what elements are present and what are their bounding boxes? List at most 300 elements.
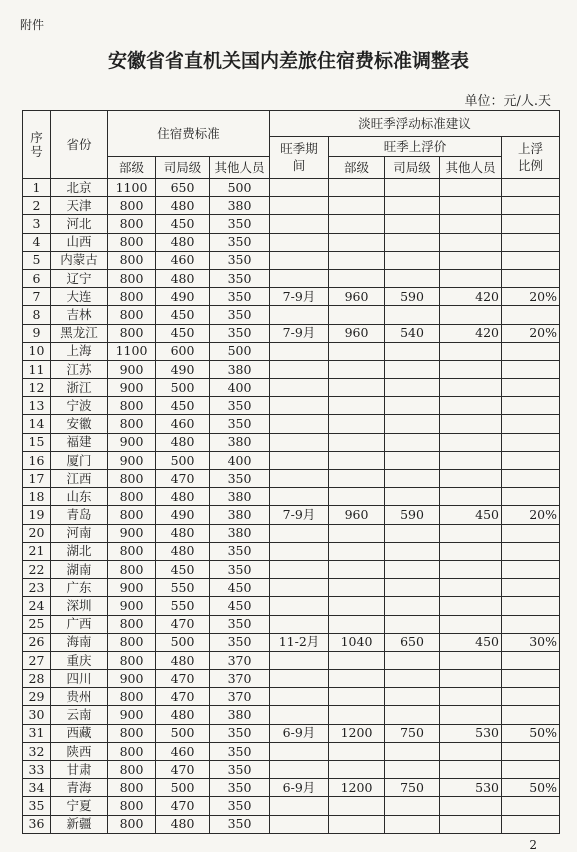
row-ratio — [502, 815, 560, 833]
row-number: 19 — [23, 506, 51, 524]
unit-label: 单位：元/人.天 — [464, 94, 551, 109]
row-peak-ministry: 1200 — [329, 724, 385, 742]
row-ministry: 800 — [108, 724, 156, 742]
row-ratio — [502, 215, 560, 233]
row-bureau: 480 — [156, 706, 210, 724]
row-others: 450 — [210, 579, 270, 597]
row-ministry: 900 — [108, 451, 156, 469]
row-peak-others: 420 — [440, 324, 502, 342]
row-peak-bureau — [385, 670, 440, 688]
row-peak-bureau — [385, 269, 440, 287]
row-bureau: 500 — [156, 633, 210, 651]
row-ratio — [502, 197, 560, 215]
row-ministry: 800 — [108, 779, 156, 797]
table-row — [23, 306, 560, 324]
row-peak-bureau — [385, 306, 440, 324]
row-ministry: 800 — [108, 397, 156, 415]
table-row — [23, 288, 560, 306]
row-bureau: 450 — [156, 215, 210, 233]
row-ministry: 900 — [108, 706, 156, 724]
row-peak-ministry — [329, 433, 385, 451]
row-ratio: 20% — [502, 506, 560, 524]
row-peak-bureau — [385, 651, 440, 669]
row-peak-ministry — [329, 197, 385, 215]
table-row — [23, 615, 560, 633]
table-row — [23, 179, 560, 197]
table-row — [23, 688, 560, 706]
row-bureau: 470 — [156, 797, 210, 815]
row-peak-period — [270, 251, 329, 269]
row-others: 350 — [210, 542, 270, 560]
header-seq-text: 序号 — [30, 129, 43, 159]
row-peak-bureau — [385, 488, 440, 506]
row-bureau: 480 — [156, 815, 210, 833]
row-others: 350 — [210, 797, 270, 815]
row-peak-others — [440, 451, 502, 469]
row-number: 32 — [23, 742, 51, 760]
row-province: 山西 — [51, 233, 108, 251]
row-peak-others — [440, 251, 502, 269]
row-peak-bureau — [385, 197, 440, 215]
row-bureau: 600 — [156, 342, 210, 360]
row-others: 380 — [210, 524, 270, 542]
row-number: 3 — [23, 215, 51, 233]
row-ministry: 900 — [108, 597, 156, 615]
row-ministry: 800 — [108, 506, 156, 524]
row-peak-bureau — [385, 397, 440, 415]
row-province: 陕西 — [51, 742, 108, 760]
row-others: 350 — [210, 324, 270, 342]
row-bureau: 460 — [156, 251, 210, 269]
row-peak-bureau — [385, 179, 440, 197]
row-peak-period — [270, 706, 329, 724]
row-province: 青岛 — [51, 506, 108, 524]
row-bureau: 500 — [156, 451, 210, 469]
table-row — [23, 379, 560, 397]
header-others: 其他人员 — [210, 157, 270, 179]
row-peak-bureau — [385, 342, 440, 360]
row-province: 安徽 — [51, 415, 108, 433]
row-bureau: 490 — [156, 506, 210, 524]
table-row — [23, 597, 560, 615]
row-peak-period: 11-2月 — [270, 633, 329, 651]
row-number: 27 — [23, 651, 51, 669]
row-others: 350 — [210, 815, 270, 833]
row-peak-period — [270, 197, 329, 215]
table-row — [23, 651, 560, 669]
row-peak-ministry — [329, 451, 385, 469]
row-peak-period — [270, 670, 329, 688]
row-ministry: 1100 — [108, 179, 156, 197]
row-peak-bureau — [385, 379, 440, 397]
row-ratio — [502, 269, 560, 287]
row-province: 江苏 — [51, 360, 108, 378]
row-province: 河南 — [51, 524, 108, 542]
row-peak-others — [440, 524, 502, 542]
row-ratio — [502, 615, 560, 633]
row-ratio — [502, 688, 560, 706]
header-peak-period-text: 旺季期间 — [280, 141, 318, 173]
row-province: 甘肃 — [51, 761, 108, 779]
table-row — [23, 342, 560, 360]
row-peak-others — [440, 415, 502, 433]
table-row — [23, 451, 560, 469]
row-bureau: 550 — [156, 579, 210, 597]
page-title: 安徽省省直机关国内差旅住宿费标准调整表 — [107, 50, 469, 72]
row-ratio — [502, 560, 560, 578]
row-peak-others — [440, 542, 502, 560]
row-province: 深圳 — [51, 597, 108, 615]
table-row — [23, 470, 560, 488]
row-others: 500 — [210, 342, 270, 360]
row-bureau: 500 — [156, 379, 210, 397]
row-peak-ministry — [329, 306, 385, 324]
row-ratio — [502, 251, 560, 269]
row-ministry: 900 — [108, 360, 156, 378]
table-row — [23, 197, 560, 215]
row-peak-bureau — [385, 251, 440, 269]
row-peak-period — [270, 815, 329, 833]
row-number: 28 — [23, 670, 51, 688]
row-province: 广东 — [51, 579, 108, 597]
row-peak-ministry — [329, 542, 385, 560]
row-peak-bureau — [385, 524, 440, 542]
row-number: 6 — [23, 269, 51, 287]
row-peak-period: 6-9月 — [270, 724, 329, 742]
row-number: 29 — [23, 688, 51, 706]
row-peak-ministry — [329, 579, 385, 597]
row-others: 380 — [210, 488, 270, 506]
table-row — [23, 251, 560, 269]
row-ratio — [502, 597, 560, 615]
row-province: 新疆 — [51, 815, 108, 833]
row-peak-ministry — [329, 615, 385, 633]
row-peak-ministry — [329, 761, 385, 779]
row-bureau: 480 — [156, 488, 210, 506]
row-ministry: 800 — [108, 324, 156, 342]
row-number: 21 — [23, 542, 51, 560]
row-peak-others — [440, 233, 502, 251]
row-province: 河北 — [51, 215, 108, 233]
row-peak-ministry — [329, 379, 385, 397]
table-row — [23, 742, 560, 760]
row-ministry: 800 — [108, 651, 156, 669]
row-ministry: 800 — [108, 470, 156, 488]
row-others: 380 — [210, 433, 270, 451]
table-row — [23, 506, 560, 524]
row-bureau: 480 — [156, 433, 210, 451]
row-peak-bureau — [385, 815, 440, 833]
row-ministry: 800 — [108, 560, 156, 578]
row-peak-others: 530 — [440, 724, 502, 742]
row-peak-others — [440, 342, 502, 360]
row-peak-bureau — [385, 451, 440, 469]
row-bureau: 470 — [156, 470, 210, 488]
row-others: 350 — [210, 633, 270, 651]
row-peak-others — [440, 742, 502, 760]
table-row — [23, 670, 560, 688]
row-ministry: 800 — [108, 415, 156, 433]
row-bureau: 470 — [156, 670, 210, 688]
row-peak-period — [270, 433, 329, 451]
header-bureau: 司局级 — [156, 157, 210, 179]
row-ratio — [502, 342, 560, 360]
row-peak-others — [440, 706, 502, 724]
row-ministry: 800 — [108, 815, 156, 833]
row-peak-others — [440, 615, 502, 633]
header-province: 省份 — [51, 111, 108, 179]
row-peak-others — [440, 215, 502, 233]
row-peak-others: 530 — [440, 779, 502, 797]
row-number: 10 — [23, 342, 51, 360]
row-peak-others: 450 — [440, 633, 502, 651]
row-ratio: 20% — [502, 324, 560, 342]
row-ministry: 900 — [108, 670, 156, 688]
row-peak-period — [270, 215, 329, 233]
row-province: 福建 — [51, 433, 108, 451]
row-peak-others: 420 — [440, 288, 502, 306]
row-peak-ministry — [329, 251, 385, 269]
row-ministry: 800 — [108, 251, 156, 269]
row-bureau: 470 — [156, 615, 210, 633]
row-ministry: 900 — [108, 433, 156, 451]
row-peak-others — [440, 360, 502, 378]
row-peak-ministry — [329, 670, 385, 688]
row-ministry: 800 — [108, 306, 156, 324]
row-province: 浙江 — [51, 379, 108, 397]
row-number: 5 — [23, 251, 51, 269]
row-ratio — [502, 651, 560, 669]
row-bureau: 450 — [156, 324, 210, 342]
table-row — [23, 233, 560, 251]
row-peak-bureau — [385, 761, 440, 779]
standards-table — [22, 110, 560, 834]
row-others: 400 — [210, 379, 270, 397]
row-peak-period — [270, 560, 329, 578]
row-others: 350 — [210, 251, 270, 269]
row-bureau: 460 — [156, 742, 210, 760]
row-peak-others — [440, 560, 502, 578]
row-peak-period — [270, 379, 329, 397]
row-bureau: 480 — [156, 269, 210, 287]
row-peak-period: 7-9月 — [270, 288, 329, 306]
row-peak-others — [440, 797, 502, 815]
row-ratio: 20% — [502, 288, 560, 306]
row-ratio: 50% — [502, 779, 560, 797]
row-peak-period — [270, 488, 329, 506]
table-row — [23, 779, 560, 797]
row-ministry: 800 — [108, 215, 156, 233]
row-bureau: 470 — [156, 761, 210, 779]
row-ratio — [502, 579, 560, 597]
row-number: 16 — [23, 451, 51, 469]
row-bureau: 650 — [156, 179, 210, 197]
row-peak-others — [440, 197, 502, 215]
row-peak-others — [440, 306, 502, 324]
row-number: 1 — [23, 179, 51, 197]
row-peak-bureau — [385, 542, 440, 560]
row-bureau: 500 — [156, 779, 210, 797]
row-peak-bureau — [385, 560, 440, 578]
row-number: 35 — [23, 797, 51, 815]
row-province: 宁波 — [51, 397, 108, 415]
row-number: 13 — [23, 397, 51, 415]
table-row — [23, 761, 560, 779]
row-number: 30 — [23, 706, 51, 724]
row-ministry: 800 — [108, 233, 156, 251]
row-peak-bureau — [385, 706, 440, 724]
row-peak-ministry — [329, 360, 385, 378]
row-province: 湖南 — [51, 560, 108, 578]
row-peak-period — [270, 742, 329, 760]
table-row — [23, 579, 560, 597]
header-seq — [23, 111, 51, 179]
row-ratio — [502, 761, 560, 779]
row-ratio — [502, 470, 560, 488]
table-row — [23, 797, 560, 815]
table-row — [23, 324, 560, 342]
row-number: 18 — [23, 488, 51, 506]
row-province: 厦门 — [51, 451, 108, 469]
table-row — [23, 560, 560, 578]
row-peak-bureau — [385, 579, 440, 597]
row-number: 15 — [23, 433, 51, 451]
row-others: 370 — [210, 688, 270, 706]
row-province: 重庆 — [51, 651, 108, 669]
row-peak-ministry — [329, 524, 385, 542]
row-peak-others — [440, 651, 502, 669]
row-peak-period — [270, 397, 329, 415]
header-peak-bureau: 司局级 — [385, 157, 440, 179]
row-others: 350 — [210, 233, 270, 251]
row-province: 辽宁 — [51, 269, 108, 287]
header-peak-others: 其他人员 — [440, 157, 502, 179]
header-float-standard: 淡旺季浮动标准建议 — [270, 111, 560, 137]
row-number: 9 — [23, 324, 51, 342]
row-ratio: 50% — [502, 724, 560, 742]
row-peak-ministry — [329, 415, 385, 433]
row-peak-ministry — [329, 470, 385, 488]
row-peak-period — [270, 524, 329, 542]
row-number: 34 — [23, 779, 51, 797]
row-peak-period — [270, 342, 329, 360]
row-others: 350 — [210, 615, 270, 633]
row-others: 350 — [210, 560, 270, 578]
row-others: 500 — [210, 179, 270, 197]
row-ministry: 1100 — [108, 342, 156, 360]
table-row — [23, 433, 560, 451]
row-ministry: 800 — [108, 488, 156, 506]
row-province: 西藏 — [51, 724, 108, 742]
row-ministry: 800 — [108, 288, 156, 306]
row-ministry: 800 — [108, 542, 156, 560]
row-peak-period — [270, 360, 329, 378]
row-peak-ministry: 1200 — [329, 779, 385, 797]
row-peak-ministry — [329, 179, 385, 197]
header-ratio — [502, 137, 560, 179]
row-peak-period — [270, 579, 329, 597]
row-others: 350 — [210, 415, 270, 433]
row-province: 云南 — [51, 706, 108, 724]
row-province: 大连 — [51, 288, 108, 306]
row-ministry: 900 — [108, 524, 156, 542]
row-peak-bureau — [385, 597, 440, 615]
row-ratio — [502, 379, 560, 397]
row-number: 8 — [23, 306, 51, 324]
row-peak-others — [440, 179, 502, 197]
row-peak-others — [440, 433, 502, 451]
row-peak-others: 450 — [440, 506, 502, 524]
row-ratio — [502, 179, 560, 197]
row-peak-period — [270, 451, 329, 469]
row-number: 33 — [23, 761, 51, 779]
row-ratio — [502, 306, 560, 324]
row-peak-period — [270, 233, 329, 251]
row-number: 17 — [23, 470, 51, 488]
row-peak-others — [440, 269, 502, 287]
row-province: 青海 — [51, 779, 108, 797]
row-peak-bureau — [385, 360, 440, 378]
row-province: 北京 — [51, 179, 108, 197]
row-others: 450 — [210, 597, 270, 615]
row-peak-bureau — [385, 415, 440, 433]
row-number: 24 — [23, 597, 51, 615]
row-peak-others — [440, 688, 502, 706]
row-bureau: 450 — [156, 560, 210, 578]
row-number: 11 — [23, 360, 51, 378]
row-peak-bureau — [385, 742, 440, 760]
row-province: 山东 — [51, 488, 108, 506]
row-peak-ministry — [329, 706, 385, 724]
row-ratio — [502, 488, 560, 506]
table-row — [23, 360, 560, 378]
row-peak-others — [440, 470, 502, 488]
row-ratio: 30% — [502, 633, 560, 651]
row-peak-bureau: 590 — [385, 288, 440, 306]
row-peak-period — [270, 615, 329, 633]
row-peak-bureau — [385, 470, 440, 488]
table-row — [23, 397, 560, 415]
row-peak-bureau: 590 — [385, 506, 440, 524]
row-province: 江西 — [51, 470, 108, 488]
table-row — [23, 633, 560, 651]
row-province: 四川 — [51, 670, 108, 688]
header-peak-ministry: 部级 — [329, 157, 385, 179]
row-province: 黑龙江 — [51, 324, 108, 342]
row-peak-bureau — [385, 688, 440, 706]
row-number: 26 — [23, 633, 51, 651]
row-peak-bureau: 750 — [385, 779, 440, 797]
row-province: 上海 — [51, 342, 108, 360]
row-peak-others — [440, 761, 502, 779]
row-bureau: 450 — [156, 306, 210, 324]
row-ratio — [502, 706, 560, 724]
header-standard: 住宿费标准 — [108, 111, 270, 157]
row-bureau: 470 — [156, 688, 210, 706]
row-province: 宁夏 — [51, 797, 108, 815]
row-peak-ministry: 960 — [329, 288, 385, 306]
row-peak-others — [440, 488, 502, 506]
row-others: 350 — [210, 761, 270, 779]
row-ratio — [502, 415, 560, 433]
row-province: 内蒙古 — [51, 251, 108, 269]
row-province: 海南 — [51, 633, 108, 651]
row-bureau: 480 — [156, 651, 210, 669]
table-row — [23, 269, 560, 287]
row-peak-ministry — [329, 742, 385, 760]
row-peak-ministry: 1040 — [329, 633, 385, 651]
row-number: 20 — [23, 524, 51, 542]
